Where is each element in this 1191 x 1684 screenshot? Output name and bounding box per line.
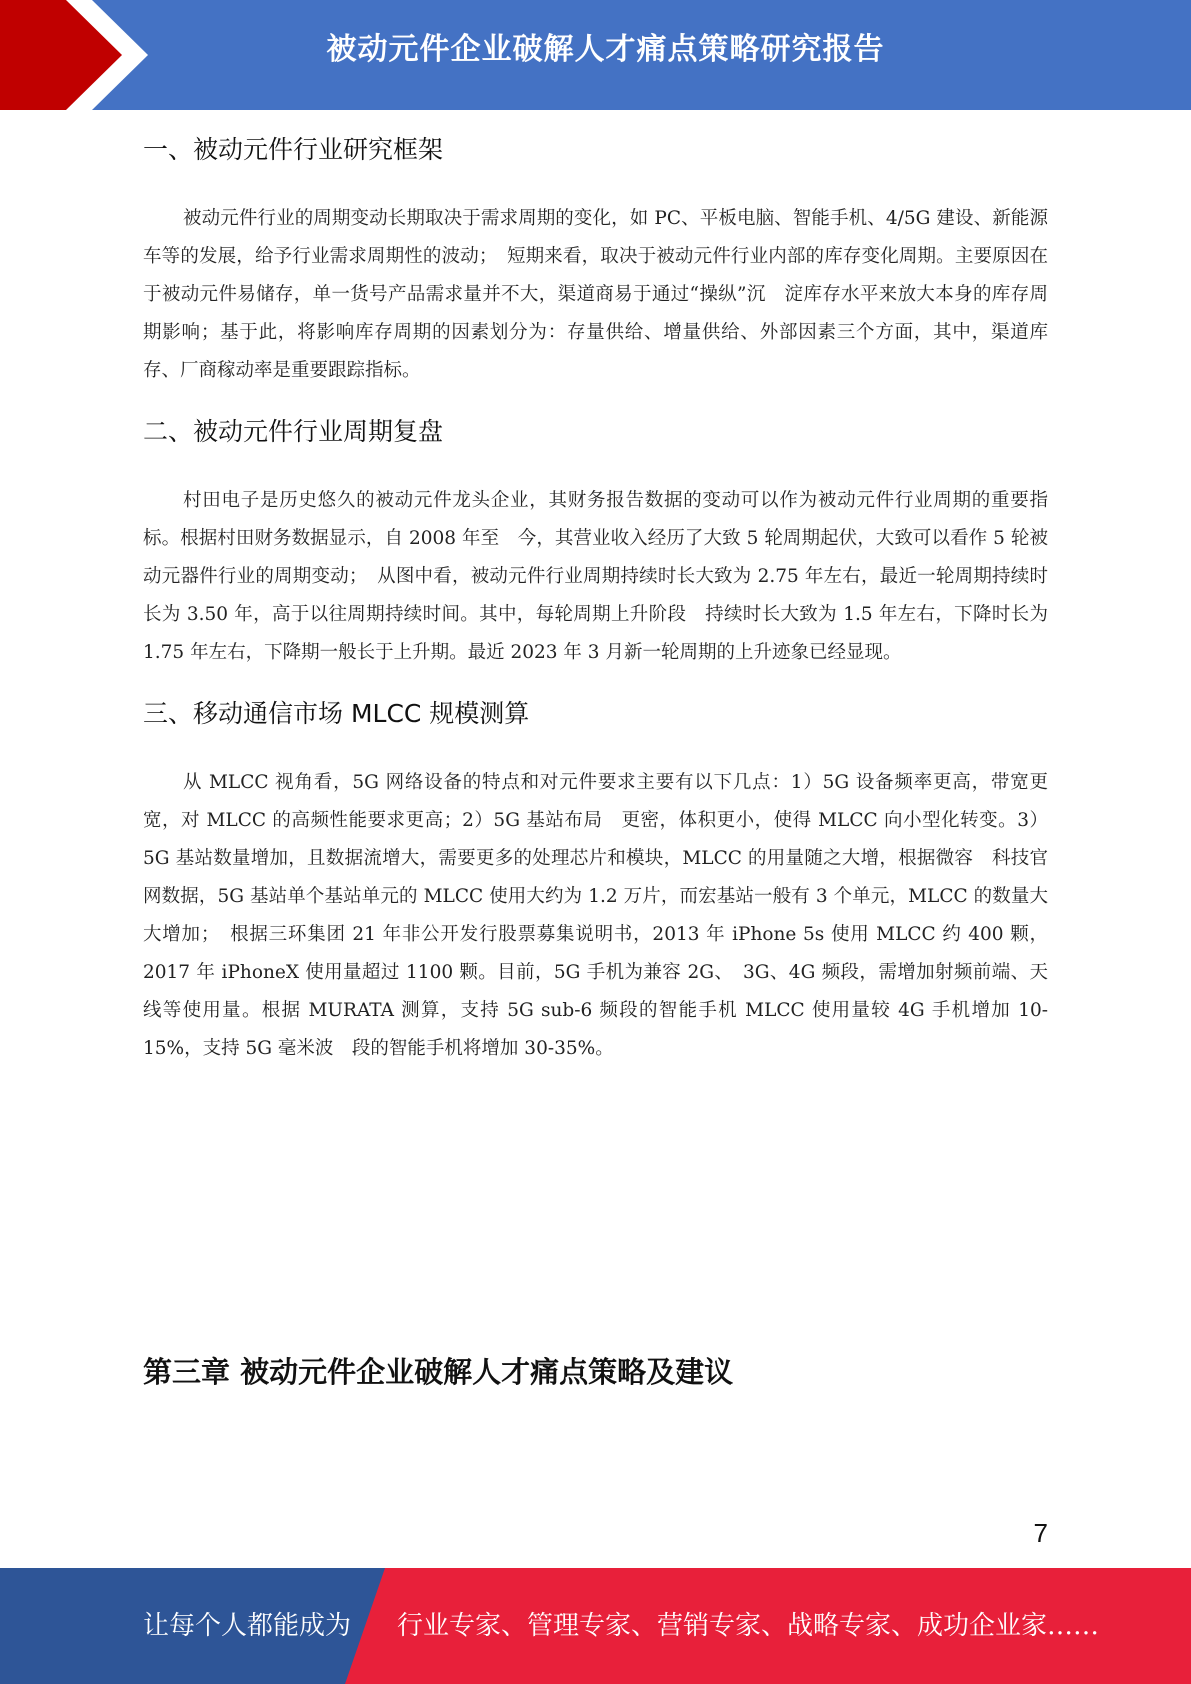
footer-slogan-right: 行业专家、管理专家、营销专家、战略专家、成功企业家…… (397, 1611, 1100, 1641)
section-heading: 三、移动通信市场 MLCC 规模测算 (143, 699, 530, 728)
section-heading: 一、被动元件行业研究框架 (143, 135, 444, 164)
header-banner (0, 0, 1191, 110)
section-paragraph: 被动元件行业的周期变动长期取决于需求周期的变化，如 PC、平板电脑、智能手机、4/5G 建设、新能源车等的发展，给予行业需求周期性的波动； 短期来看，取决于被动元件行业内部的库存变化周期。主要原因在于被动元件易储存，单一货号产品需求量并不大，渠道商易于通过“操纵”沉 淀库存水平来放大本身的库存周期影响；基于此，将影响库存周期的因素划分为：存量供给、增量供给、外部因素三个方面，其中，渠道库存、厂商稼动率是重要跟踪指标。 (143, 208, 1048, 381)
section-2 (143, 412, 1048, 672)
section-heading: 二、被动元件行业周期复盘 (143, 417, 444, 446)
section-paragraph: 从 MLCC 视角看，5G 网络设备的特点和对元件要求主要有以下几点：1）5G 设备频率更高，带宽更宽，对 MLCC 的高频性能要求更高；2）5G 基站布局 更密，体积更小，使得 MLCC 向小型化转变。3）5G 基站数量增加，且数据流增大，需要更多的处理芯片和模块，MLCC 的用量随之大增，根据微容 科技官网数据，5G 基站单个基站单元的 MLCC 使用大约为 1.2 万片，而宏基站一般有 3 个单元，MLCC 的数量大大增加； 根据三环集团 21 年非公开发行股票募集说明书，2013 年 iPhone 5s 使用 MLCC 约 400 颗，2017 年 iPhoneX 使用量超过 1100 颗。目前，5G 手机为兼容 2G、 3G、4G 频段，需增加射频前端、天线等使用量。根据 MURATA 测算，支持 5G sub-6 频段的智能手机 MLCC 使用量较 4G 手机增加 10-15%，支持 5G 毫米波 段的智能手机将增加 30-35%。 (143, 772, 1048, 1059)
footer-slogan-left: 让每个人都能成为 (143, 1611, 352, 1641)
page-number: 7 (1033, 1518, 1048, 1548)
chapter-title: 第三章 被动元件企业破解人才痛点策略及建议 (143, 1355, 734, 1389)
report-title: 被动元件企业破解人才痛点策略研究报告 (326, 32, 885, 67)
section-paragraph: 村田电子是历史悠久的被动元件龙头企业，其财务报告数据的变动可以作为被动元件行业周期的重要指标。根据村田财务数据显示，自 2008 年至 今，其营业收入经历了大致 5 轮周期起伏，大致可以看作 5 轮被动元器件行业的周期变动； 从图中看，被动元件行业周期持续时长大致为 2.75 年左右，最近一轮周期持续时长为 3.50 年，高于以往周期持续时间。其中，每轮周期上升阶段 持续时长大致为 1.5 年左右，下降时长为 1.75 年左右，下降期一般长于上升期。最近 2023 年 3 月新一轮周期的上升迹象已经显现。 (143, 490, 1048, 663)
main-content (143, 130, 1048, 1090)
section-1 (143, 130, 1048, 390)
footer-banner (0, 1568, 1191, 1684)
section-3 (143, 694, 1048, 1068)
